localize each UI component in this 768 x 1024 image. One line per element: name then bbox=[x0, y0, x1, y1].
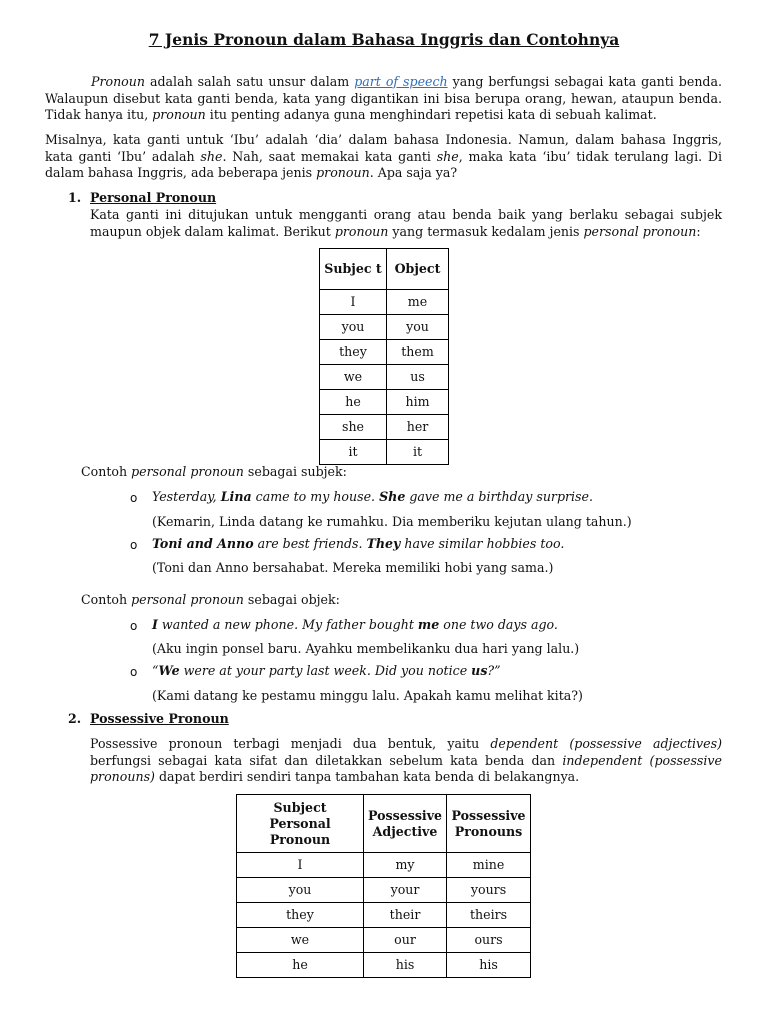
example-translation-4: (Kami datang ke pestamu minggu lalu. Apakah kamu melihat kita?) bbox=[152, 688, 583, 703]
section-2-number: 2. bbox=[68, 711, 82, 726]
table-row: it it bbox=[320, 440, 449, 465]
table-row: he him bbox=[320, 390, 449, 415]
personal-pronoun-table bbox=[319, 248, 449, 465]
example-translation-3: (Aku ingin ponsel baru. Ayahku membelikanku dua hari yang lalu.) bbox=[152, 641, 580, 656]
part-of-speech-link[interactable]: part of speech bbox=[354, 74, 448, 89]
example-sentence-2: Toni and Anno are best friends. They have similar hobbies too. bbox=[152, 536, 565, 551]
example-translation-2: (Toni dan Anno bersahabat. Mereka memiliki hobi yang sama.) bbox=[152, 560, 554, 575]
example-sentence-3: I wanted a new phone. My father bought me one two days ago. bbox=[152, 617, 558, 632]
section-2-title: Possessive Pronoun bbox=[90, 711, 229, 726]
page-title: 7 Jenis Pronoun dalam Bahasa Inggris dan Contohnya bbox=[148, 30, 620, 49]
section-1-body: Kata ganti ini ditujukan untuk mengganti orang atau benda baik yang berlaku sebagai subjek maupun objek dalam kalimat. Berikut pronoun yang termasuk kedalam jenis personal pronoun: bbox=[90, 207, 722, 239]
example-sentence-4: “We were at your party last week. Did you notice us?” bbox=[152, 663, 501, 678]
table-header: Possessive Pronouns bbox=[447, 795, 531, 853]
table-row: they their theirs bbox=[237, 903, 531, 928]
section-1-number: 1. bbox=[68, 190, 82, 205]
table-row: I me bbox=[320, 290, 449, 315]
table-header: Object bbox=[387, 249, 449, 290]
section-1-title: Personal Pronoun bbox=[90, 190, 217, 205]
table-header: Subject Personal Pronoun bbox=[237, 795, 364, 853]
bullet-icon: o bbox=[130, 665, 138, 679]
example-translation-1: (Kemarin, Linda datang ke rumahku. Dia memberiku kejutan ulang tahun.) bbox=[152, 514, 632, 529]
table-row: we us bbox=[320, 365, 449, 390]
table-row: he his his bbox=[237, 953, 531, 978]
bullet-icon: o bbox=[130, 491, 138, 505]
section-2-body: Possessive pronoun terbagi menjadi dua bentuk, yaitu dependent (possessive adjectives) berfungsi sebagai kata sifat dan diletakkan sebelum kata benda dan independent (possessive pronouns) dapat berdiri sendiri tanpa tambahan kata benda di belakangnya. bbox=[90, 736, 722, 784]
intro-paragraph-1: Pronoun adalah salah satu unsur dalam part of speech yang berfungsi sebagai kata ganti benda. Walaupun disebut kata ganti benda, kata yang digantikan ini bisa berupa orang, hewan, ataupun benda. Tidak hanya itu, pronoun itu penting adanya guna menghindari repetisi kata di sebuah kalimat. bbox=[45, 74, 723, 122]
example-sentence-1: Yesterday, Lina came to my house. She gave me a birthday surprise. bbox=[152, 489, 593, 504]
table-header: Subjec t bbox=[320, 249, 387, 290]
intro-paragraph-2: Misalnya, kata ganti untuk ‘Ibu’ adalah ‘dia’ dalam bahasa Indonesia. Namun, dalam bahasa Inggris, kata ganti ‘Ibu’ adalah she. Nah, saat memakai kata ganti she, maka kata ‘ibu’ tidak terulang lagi. Di dalam bahasa Inggris, ada beberapa jenis pronoun. Apa saja ya? bbox=[45, 132, 722, 180]
table-row: I my mine bbox=[237, 853, 531, 878]
bullet-icon: o bbox=[130, 538, 138, 552]
possessive-pronoun-table bbox=[236, 794, 531, 978]
table-row: you your yours bbox=[237, 878, 531, 903]
table-row: they them bbox=[320, 340, 449, 365]
table-row: we our ours bbox=[237, 928, 531, 953]
table-row: she her bbox=[320, 415, 449, 440]
object-examples-label: Contoh personal pronoun sebagai objek: bbox=[81, 592, 340, 607]
subject-examples-label: Contoh personal pronoun sebagai subjek: bbox=[81, 464, 347, 479]
table-header: Possessive Adjective bbox=[364, 795, 447, 853]
table-row: you you bbox=[320, 315, 449, 340]
bullet-icon: o bbox=[130, 619, 138, 633]
